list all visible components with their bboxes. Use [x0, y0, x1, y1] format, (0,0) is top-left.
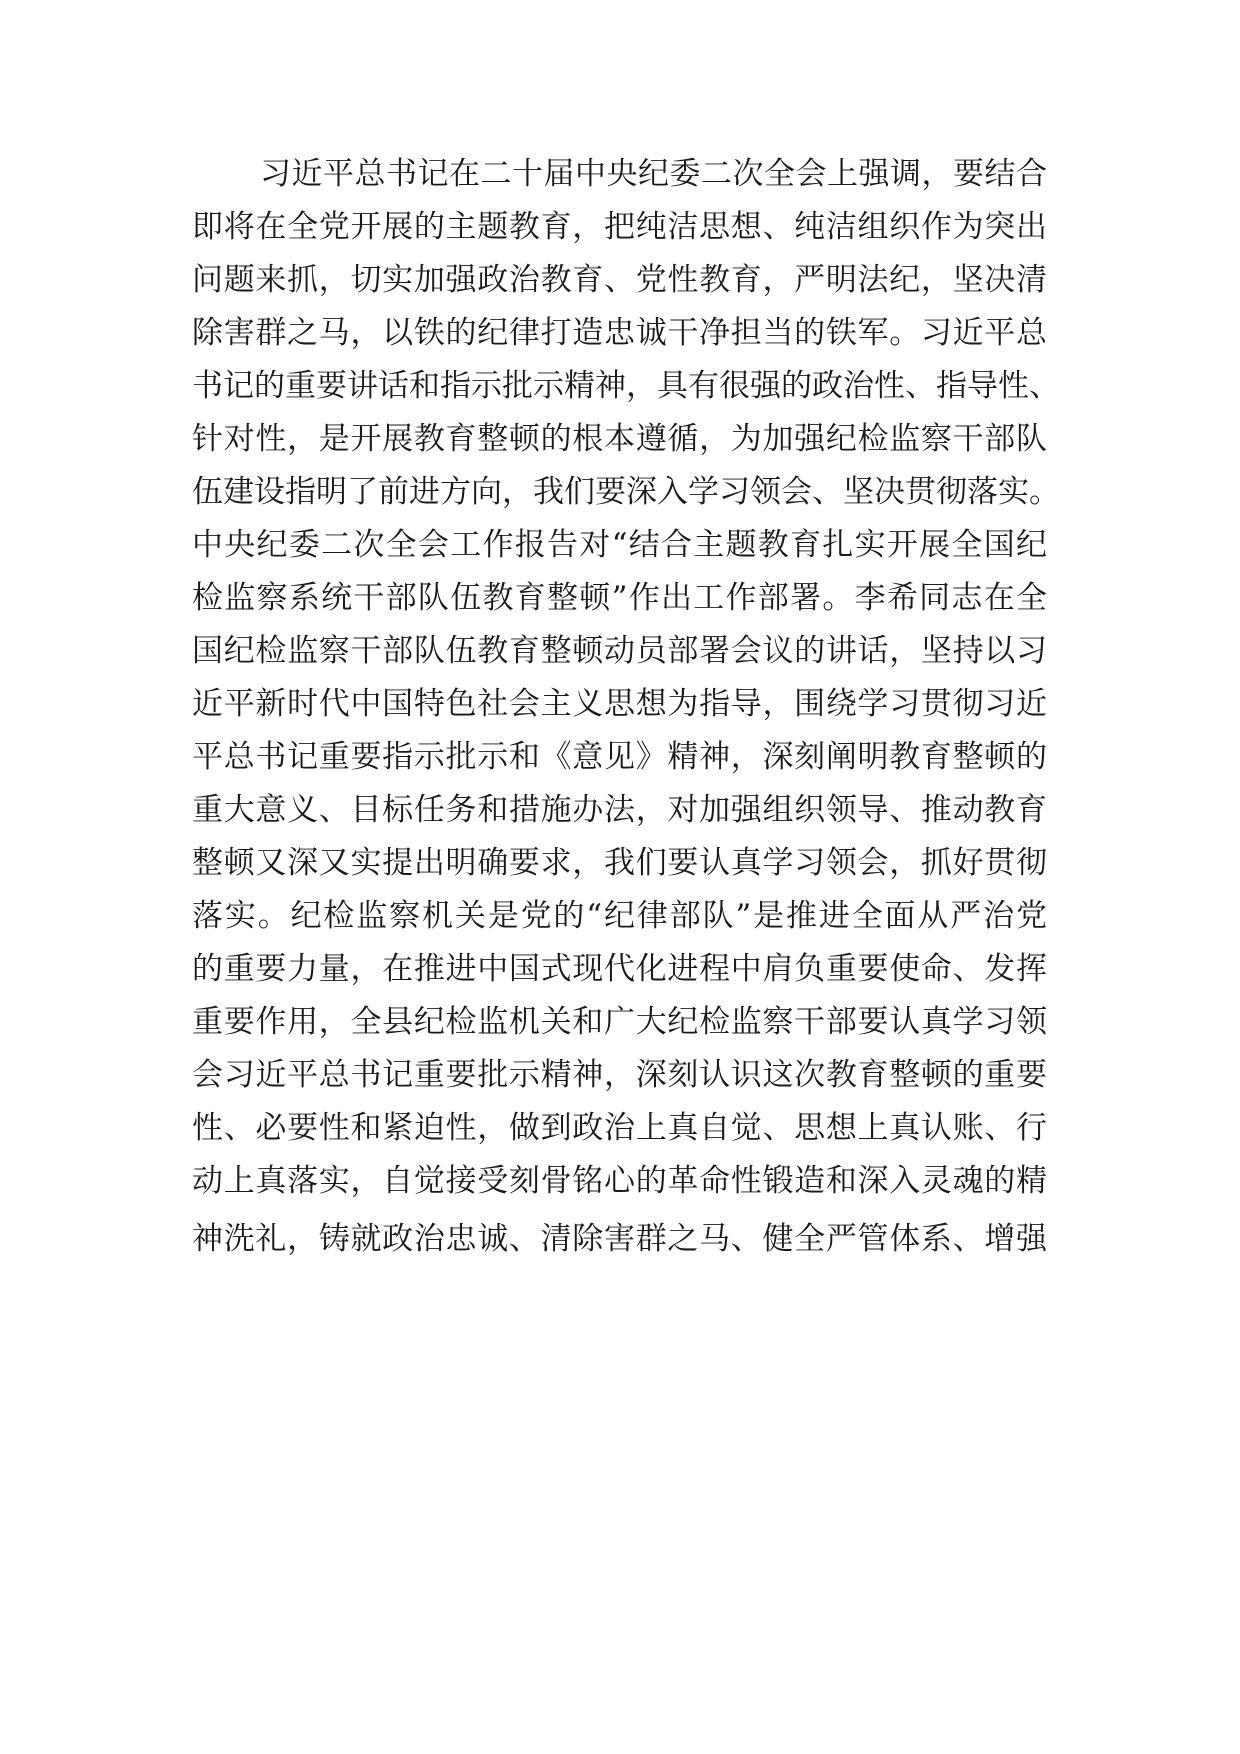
paragraph-line: 即将在全党开展的主题教育，把纯洁思想、纯洁组织作为突出	[192, 209, 1047, 245]
paragraph-line: 近平新时代中国特色社会主义思想为指导，围绕学习贯彻习近	[192, 686, 1047, 722]
paragraph-line: 中央纪委二次全会工作报告对“结合主题教育扎实开展全国纪	[192, 527, 1047, 563]
paragraph-line: 习近平总书记在二十届中央纪委二次全会上强调，要结合	[260, 156, 1047, 192]
paragraph-line: 国纪检监察干部队伍教育整顿动员部署会议的讲话，坚持以习	[192, 633, 1047, 669]
paragraph-line: 除害群之马，以铁的纪律打造忠诚干净担当的铁军。习近平总	[192, 315, 1047, 351]
paragraph-line: 性、必要性和紧迫性，做到政治上真自觉、思想上真认账、行	[192, 1110, 1047, 1146]
paragraph-line: 问题来抓，切实加强政治教育、党性教育，严明法纪，坚决清	[192, 262, 1047, 298]
paragraph-line: 会习近平总书记重要批示精神，深刻认识这次教育整顿的重要	[192, 1057, 1047, 1093]
paragraph-line: 重大意义、目标任务和措施办法，对加强组织领导、推动教育	[192, 792, 1047, 828]
paragraph-line: 针对性，是开展教育整顿的根本遵循，为加强纪检监察干部队	[192, 421, 1047, 457]
paragraph-line: 动上真落实，自觉接受刻骨铭心的革命性锻造和深入灵魂的精	[192, 1163, 1047, 1199]
paragraph-line: 检监察系统干部队伍教育整顿”作出工作部署。李希同志在全	[192, 580, 1047, 616]
paragraph-line: 神洗礼，铸就政治忠诚、清除害群之马、健全严管体系、增强	[192, 1221, 1047, 1257]
paragraph-line: 伍建设指明了前进方向，我们要深入学习领会、坚决贯彻落实。	[192, 474, 1060, 510]
paragraph-line: 重要作用，全县纪检监机关和广大纪检监察干部要认真学习领	[192, 1004, 1047, 1040]
paragraph-line: 书记的重要讲话和指示批示精神，具有很强的政治性、指导性、	[192, 368, 1060, 404]
paragraph-line: 整顿又深又实提出明确要求，我们要认真学习领会，抓好贯彻	[192, 845, 1047, 881]
paragraph-line: 平总书记重要指示批示和《意见》精神，深刻阐明教育整顿的	[192, 739, 1047, 775]
body-paragraph	[192, 148, 1060, 1266]
paragraph-line: 落实。纪检监察机关是党的“纪律部队”是推进全面从严治党	[192, 898, 1047, 934]
paragraph-line: 的重要力量，在推进中国式现代化进程中肩负重要使命、发挥	[192, 951, 1047, 987]
